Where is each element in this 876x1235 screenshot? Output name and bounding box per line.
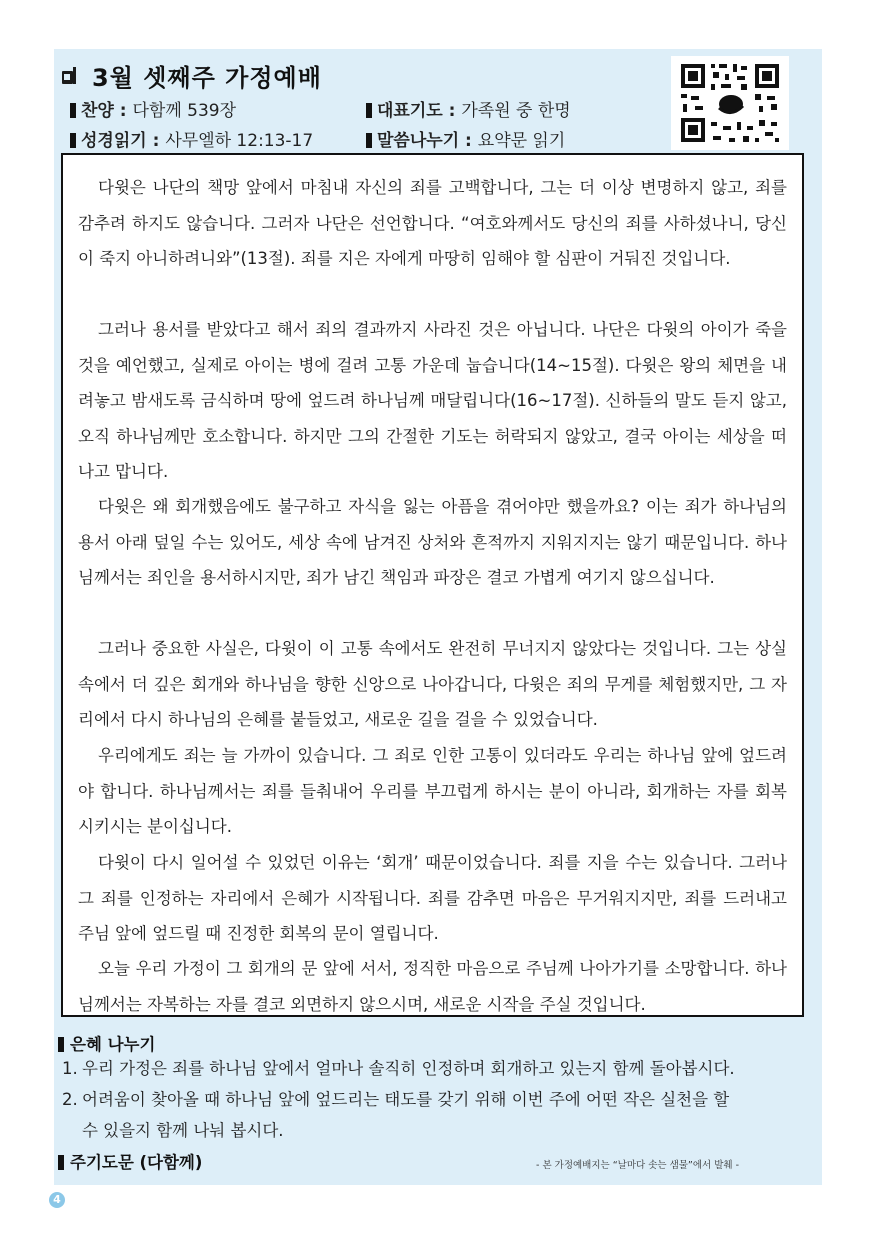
paragraph-6: 다윗이 다시 일어설 수 있었던 이유는 ‘회개’ 때문이었습니다. 죄를 지을 수는 있습니다. 그러나 그 죄를 인정하는 자리에서 은혜가 시작됩니다. 죄를 감추면 마음은 무거워지지만, 죄를 드러내고 주님 앞에 엎드릴 때 진정한 회복의 문이 열립니다. — [78, 853, 787, 944]
paragraph-2: 그러나 용서를 받았다고 해서 죄의 결과까지 사라진 것은 아닙니다. 나단은 다윗의 아이가 죽을 것을 예언했고, 실제로 아이는 병에 걸려 고통 가운데 눕습니다(14~15절). 다윗은 왕의 체면을 내려놓고 밤새도록 금식하며 땅에 엎드려 하나님께 매달립니다(16~17절). 신하들의 말도 듣지 않고, 오직 하나님께만 호소합니다. 하지만 그의 간절한 기도는 허락되지 않았고, 결국 아이는 세상을 떠나고 맙니다. — [78, 320, 787, 482]
meta-prayer: 대표기도 : 가족원 중 한명 — [366, 96, 571, 121]
closing-heading: 주기도문 (다함께) — [58, 1149, 202, 1173]
page-number: 4 — [49, 1192, 65, 1208]
meta-reading: 성경읽기 : 사무엘하 12:13-17 — [70, 126, 313, 151]
meta-hymn: 찬양 : 다함께 539장 — [70, 96, 236, 121]
paragraph-4: 그러나 중요한 사실은, 다윗이 이 고통 속에서도 완전히 무너지지 않았다는 것입니다. 그는 상실 속에서 더 깊은 회개와 하나님을 향한 신앙으로 나아갑니다, 다윗은 죄의 무게를 체험했지만, 그 자리에서 다시 하나님의 은혜를 붙들었고, 새로운 길을 걸을 수 있었습니다. — [78, 639, 787, 730]
qr-code-icon — [671, 56, 789, 150]
sharing-heading: 은혜 나누기 — [58, 1031, 155, 1055]
bullet-marker — [58, 1155, 64, 1170]
bullet-marker — [366, 103, 372, 118]
bullet-marker — [58, 1037, 64, 1052]
bullet-marker — [366, 133, 372, 148]
page-title: 3월 셋째주 가정예배 — [92, 64, 322, 92]
paragraph-7: 오늘 우리 가정이 그 회개의 문 앞에 서서, 정직한 마음으로 주님께 나아가기를 소망합니다. 하나님께서는 자복하는 자를 결코 외면하지 않으시며, 새로운 시작을 주실 것입니다. — [78, 959, 787, 1014]
book-icon — [62, 67, 76, 85]
paragraph-5: 우리에게도 죄는 늘 가까이 있습니다. 그 죄로 인한 고통이 있더라도 우리는 하나님 앞에 엎드려야 합니다. 하나님께서는 죄를 들춰내어 우리를 부끄럽게 하시는 분이 아니라, 회개하는 자를 회복시키시는 분이십니다. — [78, 746, 787, 837]
paragraph-1: 다윗은 나단의 책망 앞에서 마침내 자신의 죄를 고백합니다, 그는 더 이상 변명하지 않고, 죄를 감추려 하지도 않습니다. 그러자 나단은 선언합니다. “여호와께서도 당신의 죄를 사하셨나니, 당신이 죽지 아니하려니와”(13절). 죄를 지은 자에게 마땅히 임해야 할 심판이 거둬진 것입니다. — [78, 178, 787, 269]
paragraph-3: 다윗은 왜 회개했음에도 불구하고 자식을 잃는 아픔을 겪어야만 했을까요? 이는 죄가 하나님의 용서 아래 덮일 수는 있어도, 세상 속에 남겨진 상처와 흔적까지 지워지지는 않기 때문입니다. 하나님께서는 죄인을 용서하시지만, 죄가 남긴 책임과 파장은 결코 가볍게 여기지 않으십니다. — [78, 497, 787, 588]
bullet-marker — [70, 133, 76, 148]
source-footnote: - 본 가정예배지는 “날마다 솟는 샘물”에서 발췌 - — [536, 1160, 740, 1171]
bullet-marker — [70, 103, 76, 118]
qr-code[interactable] — [671, 56, 789, 150]
title-row — [62, 58, 322, 93]
question-item: 1. 우리 가정은 죄를 하나님 앞에서 얼마나 솔직히 인정하며 회개하고 있는지 함께 돌아봅시다. — [62, 1059, 735, 1078]
question-item: 2. 어려움이 찾아올 때 하나님 앞에 엎드리는 태도를 갖기 위해 이번 주에 어떤 작은 실천을 할 수 있을지 함께 나눠 봅시다. — [62, 1090, 730, 1140]
meta-sharing: 말씀나누기 : 요약문 읽기 — [366, 126, 565, 151]
